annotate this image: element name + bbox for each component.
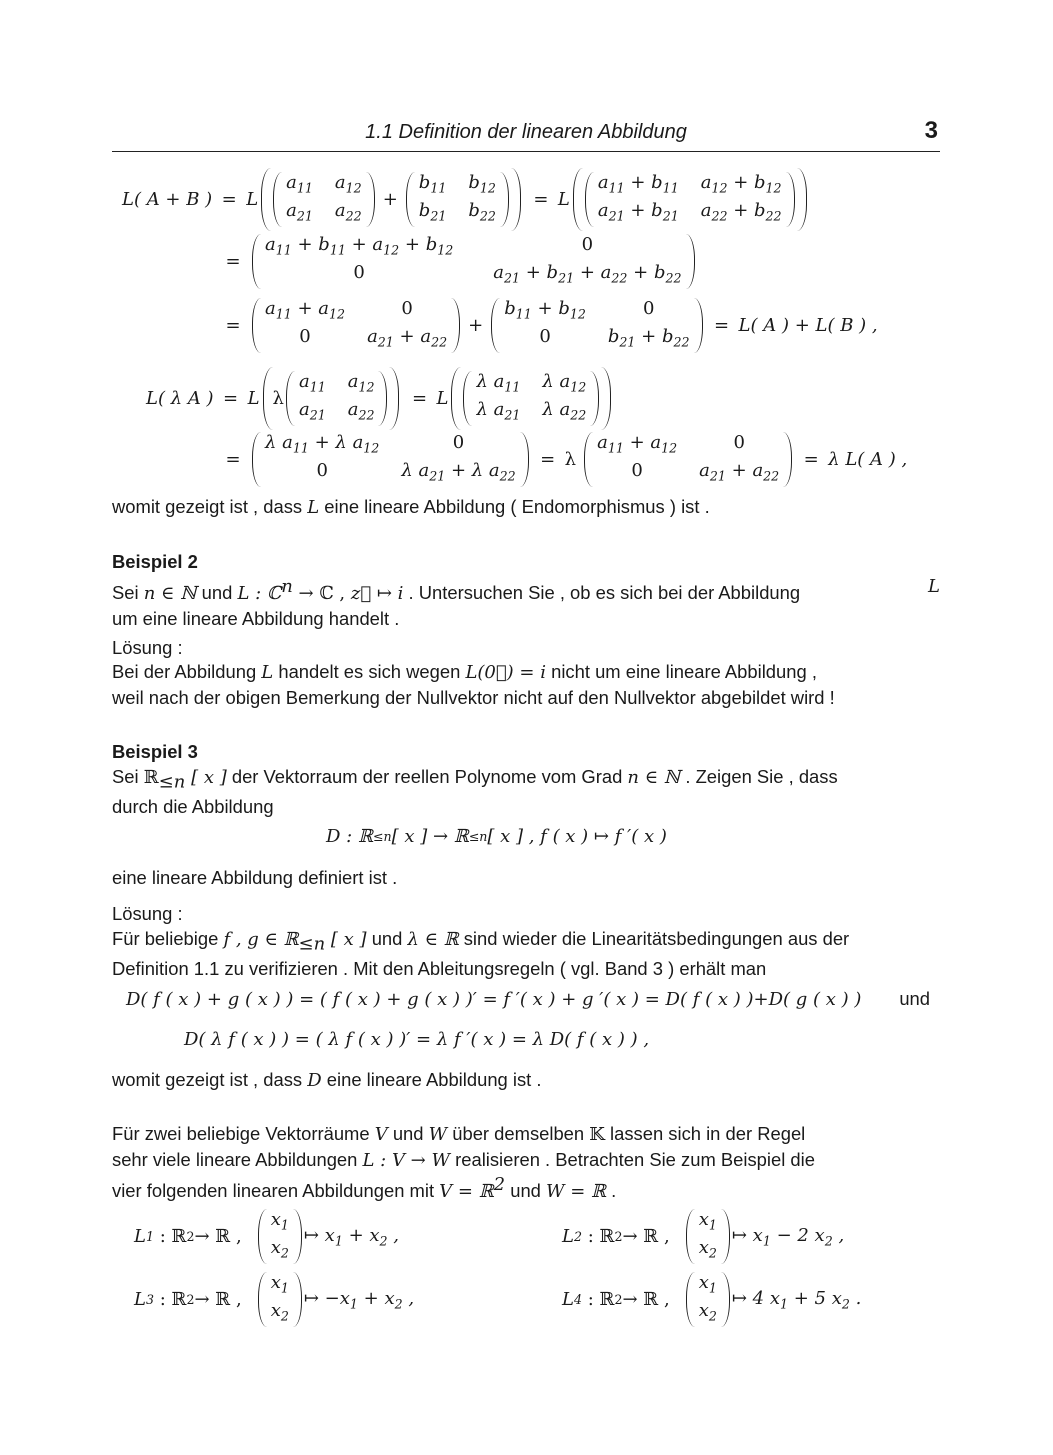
vector-x [686, 1209, 730, 1264]
text-span: L(0⃗) = i [465, 662, 546, 683]
text-span: [ x ] , f ( x ) ↦ f ′( x ) [487, 826, 667, 847]
text-span: womit gezeigt ist , dass [112, 496, 308, 517]
text-span: und [505, 1180, 547, 1202]
text-span: . Zeigen Sie , dass [680, 766, 838, 787]
matrix-cell: $a_{11} + b_{11} + a_{12} + b_{12}$ [265, 234, 454, 258]
matrix-cell: 0 [642, 298, 655, 319]
paren-group [258, 168, 524, 231]
text-span: und [366, 928, 408, 949]
matrix-cell: λ $a_{11} + \lambda$ $a_{12}$ [265, 432, 380, 456]
map-name: L [562, 1289, 574, 1311]
vector-cells [695, 1209, 721, 1264]
matrix-cell: $a_{12}$ [347, 371, 375, 395]
map-result: ↦ $x_1 - 2$ $x_2$ , [731, 1224, 845, 1249]
matrix-cell: $a_{21}$ [286, 199, 313, 224]
example-3-after: eine lineare Abbildung definiert ist . [112, 867, 398, 888]
text-span: eine lineare Abbildung ( Endomorphismus ) ist . [319, 496, 710, 517]
matrix-cell: 0 [299, 325, 311, 347]
text-span: L [261, 662, 274, 683]
text-span: Sei [112, 582, 144, 604]
map-codomain: → ℝ , [622, 1226, 670, 1248]
matrix-cell: $b_{21}$ [418, 199, 447, 224]
map-name: L [134, 1289, 146, 1311]
matrix-b [406, 172, 509, 227]
matrix-cell: $a_{21}$ [298, 398, 326, 423]
vector-cell: $x_1$ [270, 1209, 289, 1233]
matrix-cell: 0 [581, 234, 594, 255]
matrix-cell: $a_{22}$ [334, 199, 362, 224]
matrix-cell: $a_{11} + b_{11}$ [597, 172, 679, 196]
vector-cell: $x_1$ [698, 1272, 717, 1296]
matrix-cell: $a_{11}$ [298, 371, 326, 395]
map-codomain: → ℝ , [194, 1226, 242, 1248]
text-span: und [196, 582, 238, 604]
text-span: Für beliebige [112, 928, 224, 949]
text-span: D [307, 1070, 322, 1091]
text-span: D : ℝ [326, 826, 373, 847]
text-span: [ x ] → ℝ [391, 826, 469, 847]
matrix-lambda-diag [252, 432, 529, 487]
equation-additivity-line3: = $a_{11} + a_{12}$ 0 0 $a_{21} + a_{22}$ + $b_{11} + b_{12}$ 0 0 $b_{21} + b_{22}$ = L( A ) + L( B ) , [216, 298, 878, 353]
text-span: 𝕂 [589, 1124, 605, 1145]
text-span: L [928, 576, 940, 597]
vector-cell: $x_1$ [270, 1272, 289, 1296]
matrix-cell: 0 [733, 432, 745, 453]
matrix-cell: $a_{22}$ [347, 398, 375, 423]
vector-cells [267, 1209, 293, 1264]
matrix-cell: 0 [539, 325, 551, 347]
matrix-a-diag [252, 298, 460, 353]
map-index: 2 [573, 1229, 582, 1245]
text-span: [ x ] [185, 767, 227, 788]
map-exponent: 2 [186, 1292, 195, 1308]
paren-group [570, 168, 810, 231]
text-span: ℝ [143, 767, 159, 788]
matrix-cell: $a_{11}$ [286, 172, 313, 196]
map-domain: ℝ [599, 1226, 615, 1248]
text-span: vier folgenden linearen Abbildungen mit [112, 1180, 440, 1202]
vector-cell: $x_2$ [698, 1299, 717, 1324]
map-result: ↦ $-x_1 + x_2$ , [303, 1287, 415, 1312]
text-span: V [374, 1124, 388, 1145]
matrix-cell: $a_{21} + b_{21} + a_{22} + b_{22}$ [493, 261, 682, 286]
text-span: L [307, 497, 320, 518]
lambda: λ [272, 388, 284, 410]
matrix-a [286, 371, 388, 426]
text-span: womit gezeigt ist , dass [112, 1069, 308, 1090]
eq-func: L [557, 189, 570, 211]
text-span: eine lineare Abbildung ist . [321, 1069, 542, 1090]
text-span: sind wieder die Linearitätsbedingungen aus der [458, 928, 850, 949]
text-span: Für zwei beliebige Vektorräume [112, 1123, 375, 1144]
map-result: ↦ $x_1 + x_2$ , [303, 1224, 399, 1249]
matrix-cell: λ $a_{21}$ [476, 398, 521, 423]
map-codomain: → ℝ , [194, 1289, 242, 1311]
vector-x [258, 1209, 302, 1264]
text-span: lassen sich in der Regel [604, 1123, 806, 1144]
vector-cell: $x_1$ [698, 1209, 717, 1233]
vector-cell: $x_2$ [270, 1299, 289, 1324]
text-span: und [899, 988, 930, 1009]
matrix-b-diag [491, 298, 702, 353]
page-number: 3 [924, 117, 938, 144]
text-span: D( f ( x ) + g ( x ) ) = ( f ( x ) + g ( x ) )′ = f ′( x ) + g ′( x ) = D( f ( x ) )+D( g ( x ) ) [126, 988, 862, 1010]
text-span: durch die Abbildung [112, 796, 274, 818]
map-name: L [134, 1226, 146, 1248]
text-span: Bei der Abbildung [112, 661, 262, 682]
matrix-cell: 0 [452, 432, 465, 453]
solution-2-text [112, 660, 940, 710]
text-span: f , g ∈ ℝ [223, 929, 299, 950]
vector-cells [267, 1272, 293, 1327]
text-span: L : ℂ [237, 583, 282, 605]
matrix-a-diag [584, 432, 792, 487]
map-name: L [562, 1226, 574, 1248]
matrix-cell: $b_{21} + b_{22}$ [607, 325, 690, 350]
text-span: W = ℝ [546, 1181, 607, 1203]
matrix-cell: $a_{21} + a_{22}$ [367, 325, 448, 350]
text-span: . [606, 1180, 617, 1202]
text-span: → ℂ , [292, 583, 351, 605]
matrix-cell: $a_{12} + b_{12}$ [700, 172, 782, 196]
final-paragraph [112, 1122, 940, 1205]
text-span: Sei [112, 766, 144, 787]
derivative-homogeneity [184, 1029, 649, 1050]
text-span: [ x ] [325, 929, 367, 950]
text-span: nicht um eine lineare Abbildung , [546, 661, 817, 682]
conclusion-endomorphism [112, 495, 940, 521]
matrix-cell: 0 [316, 459, 328, 481]
vector-cells [695, 1272, 721, 1327]
text-span: ≤n [298, 933, 326, 955]
text-span: ≤n [468, 829, 488, 844]
matrix-cell: $a_{11} + a_{12}$ [597, 432, 678, 456]
example-2-heading: Beispiel 2 [112, 551, 198, 572]
vector-cell: $x_2$ [698, 1236, 717, 1261]
matrix-cell: $a_{21} + b_{21}$ [597, 199, 679, 224]
matrix-cell: λ $a_{22}$ [542, 398, 587, 423]
equation-homogeneity-line1: L( λ A ) = L λ $a_{11}$ $a_{12}$ $a_{21}$ $a_{22}$ = L λ $a_{11}$ λ $a_{12}$ λ $a_{21}$ λ $a_{22}$ [146, 367, 614, 430]
matrix-sum [585, 172, 795, 227]
matrix-cell: $a_{21} + a_{22}$ [699, 459, 780, 484]
matrix-cell: $a_{22} + b_{22}$ [700, 199, 782, 224]
text-span: n ∈ ℕ [627, 767, 681, 788]
paren-group [448, 367, 614, 430]
map-L2: L 2 : ℝ 2 → ℝ , $x_1$ $x_2$ ↦ $x_1 - 2$ $x_2$ , [562, 1209, 844, 1264]
text-span: λ ∈ ℝ [407, 929, 459, 950]
matrix-cell: $b_{11} + b_{12}$ [504, 298, 586, 322]
map-domain: ℝ [599, 1289, 615, 1311]
text-span: handelt es sich wegen [273, 661, 466, 682]
matrix-lambda [463, 371, 599, 426]
matrix-cell: 0 [353, 261, 365, 283]
running-header [112, 119, 940, 152]
text-span: . Untersuchen Sie , ob es sich bei der Abbildung [403, 582, 801, 604]
derivative-additivity [126, 988, 940, 1010]
vector-x [258, 1272, 302, 1327]
text-span: ≤n [372, 829, 392, 844]
text-span: realisieren . Betrachten Sie zum Beispiel die [450, 1148, 815, 1170]
lambda: λ [564, 449, 577, 471]
map-index: 4 [573, 1292, 582, 1308]
text-span: D( λ f ( x ) ) = ( λ f ( x ) )′ = λ f ′( x ) = λ D( f ( x ) ) , [184, 1029, 650, 1050]
text-span: um eine lineare Abbildung handelt . [112, 607, 400, 629]
map-codomain: → ℝ , [622, 1289, 670, 1311]
text-span: ≤n [158, 771, 186, 793]
map-result: ↦ 4 $x_1 + 5$ $x_2$ . [731, 1287, 862, 1312]
text-span: weil nach der obigen Bemerkung der Nullvektor nicht auf den Nullvektor abgebildet wird ! [112, 686, 835, 708]
matrix-a [273, 172, 375, 227]
matrix-cell: $b_{11}$ [418, 172, 447, 196]
paren-group [260, 367, 403, 430]
solution-3-text [112, 927, 940, 982]
map-domain: ℝ [171, 1289, 187, 1311]
matrix-cell: λ $a_{12}$ [542, 371, 587, 395]
matrix-cell: $b_{22}$ [468, 199, 496, 224]
eq-result: λ L( A ) , [828, 449, 908, 471]
eq-lhs: L( A + B ) [122, 189, 213, 211]
derivative-map [326, 826, 667, 847]
matrix-cell: 0 [631, 459, 643, 481]
matrix-cell: $b_{12}$ [468, 172, 496, 196]
map-index: 1 [145, 1229, 154, 1245]
text-span: sehr viele lineare Abbildungen [112, 1148, 363, 1170]
matrix-cell: 0 [401, 298, 413, 319]
eq-func: L [246, 189, 259, 211]
matrix-cell: λ $a_{11}$ [476, 371, 521, 395]
conclusion-derivative [112, 1068, 940, 1094]
equation-additivity-line2: = $a_{11} + b_{11} + a_{12} + b_{12}$ 0 0 $a_{21} + b_{21} + a_{22} + b_{22}$ [216, 234, 697, 289]
map-L1: L 1 : ℝ 2 → ℝ , $x_1$ $x_2$ ↦ $x_1 + x_2$ , [134, 1209, 399, 1264]
map-exponent: 2 [614, 1229, 623, 1245]
matrix-cell: λ $a_{21} + \lambda$ $a_{22}$ [401, 459, 516, 484]
solution-label: Lösung : [112, 637, 183, 658]
section-title: 1.1 Definition der linearen Abbildung [365, 121, 687, 143]
text-span: z⃗ ↦ i [350, 583, 404, 605]
map-exponent: 2 [186, 1229, 195, 1245]
plus-sign: + [382, 189, 398, 211]
matrix-diag-sum [252, 234, 695, 289]
text-span: W [428, 1124, 448, 1145]
equation-additivity-line1: L( A + B ) = L $a_{11}$ $a_{12}$ $a_{21}$ $a_{22}$ + $b_{11}$ $b_{12}$ $b_{21}$ $b_{22}$ = L $a_{11} + b_{11}$ $a_{12} + b_{12}$ $a_{21} + b_{21}$ $a_{22} + b_{22}$ [122, 168, 810, 231]
matrix-cell: $a_{11} + a_{12}$ [265, 298, 346, 322]
eq-result: L( A ) + L( B ) , [738, 315, 878, 337]
text-span: L : V → W [362, 1149, 450, 1171]
text-span: über demselben [447, 1123, 590, 1144]
vector-cell: $x_2$ [270, 1236, 289, 1261]
matrix-cell: $a_{12}$ [334, 172, 362, 196]
text-span: V = ℝ [439, 1181, 494, 1203]
text-span: Definition 1.1 zu verifizieren . Mit den Ableitungsregeln ( vgl. Band 3 ) erhält man [112, 958, 767, 980]
solution-label: Lösung : [112, 903, 183, 924]
eq-lhs: L( λ A ) [146, 388, 214, 410]
equation-homogeneity-line2: = λ $a_{11} + \lambda$ $a_{12}$ 0 0 λ $a_{21} + \lambda$ $a_{22}$ = λ $a_{11} + a_{12}$ 0 0 $a_{21} + a_{22}$ = λ L( A ) , [216, 432, 907, 487]
map-L3: L 3 : ℝ 2 → ℝ , $x_1$ $x_2$ ↦ $-x_1 + x_2$ , [134, 1272, 414, 1327]
text-span: der Vektorraum der reellen Polynome vom Grad [226, 766, 628, 787]
text-span: n ∈ ℕ [143, 583, 197, 605]
map-index: 3 [145, 1292, 154, 1308]
text-span: und [387, 1123, 429, 1144]
vector-x [686, 1272, 730, 1327]
map-domain: ℝ [171, 1226, 187, 1248]
example-3-text [112, 765, 940, 820]
example-3-heading: Beispiel 3 [112, 741, 198, 762]
text-span: 2 [493, 1174, 506, 1195]
example-2-text [112, 575, 940, 631]
map-exponent: 2 [614, 1292, 623, 1308]
map-L4: L 4 : ℝ 2 → ℝ , $x_1$ $x_2$ ↦ 4 $x_1 + 5$ $x_2$ . [562, 1272, 861, 1327]
text-span: n [281, 576, 293, 597]
